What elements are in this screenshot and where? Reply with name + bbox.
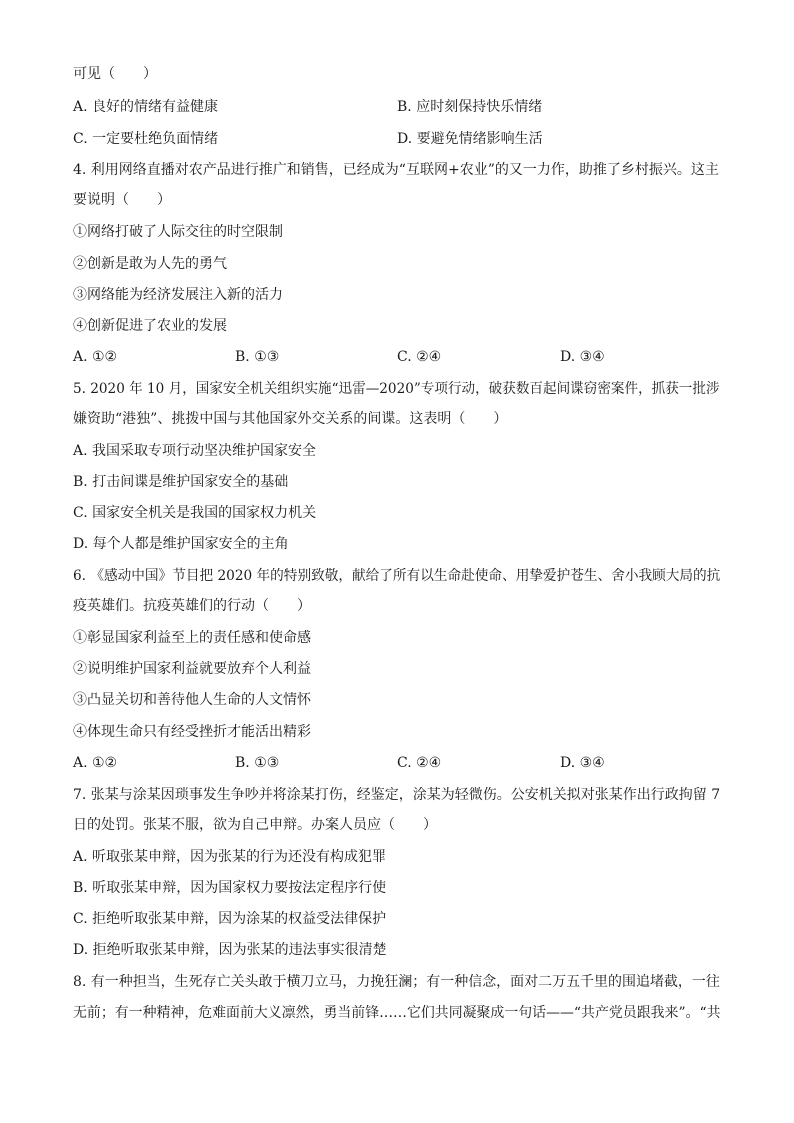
q4-item-2: ②创新是敢为人先的勇气: [73, 256, 227, 272]
q6-stem-line2: 疫英雄们。抗疫英雄们的行动（ ）: [73, 598, 311, 614]
q7-option-c: C. 拒绝听取张某申辩，因为涂某的权益受法律保护: [73, 911, 387, 927]
q6-item-4: ④体现生命只有经受挫折才能活出精彩: [73, 724, 311, 740]
q7-stem-line1: 7. 张某与涂某因琐事发生争吵并将涂某打伤，经鉴定，涂某为轻微伤。公安机关拟对张某作出行政拘留 7: [73, 787, 721, 803]
q4-item-1: ①网络打破了人际交往的时空限制: [73, 224, 283, 240]
q4-option-b: B. ①③: [235, 349, 280, 365]
q3-option-b: B. 应时刻保持快乐情绪: [397, 99, 543, 115]
q7-option-d: D. 拒绝听取张某申辩，因为张某的违法事实很清楚: [73, 942, 387, 958]
q3-stem-end: 可见（ ）: [73, 66, 157, 82]
q8-stem-line2: 无前；有一种精神，危难面前大义凛然，勇当前锋……它们共同凝聚成一句话——“共产党员跟我来”。“共: [73, 1005, 721, 1021]
q4-option-c: C. ②④: [397, 349, 442, 365]
q4-stem-line1: 4. 利用网络直播对农产品进行推广和销售，已经成为“互联网+农业”的又一力作，助推了乡村振兴。这主: [73, 162, 719, 178]
q5-option-b: B. 打击间谍是维护国家安全的基础: [73, 474, 289, 490]
q4-option-d: D. ③④: [560, 349, 605, 365]
q3-option-a: A. 良好的情绪有益健康: [73, 99, 219, 115]
q4-option-a: A. ①②: [73, 349, 118, 365]
q6-stem-line1: 6. 《感动中国》节目把 2020 年的特别致敬，献给了所有以生命赴使命、用挚爱护苍生、舍小我顾大局的抗: [73, 568, 721, 584]
q6-item-3: ③凸显关切和善待他人生命的人文情怀: [73, 692, 311, 708]
q4-item-3: ③网络能为经济发展注入新的活力: [73, 287, 283, 303]
q6-option-d: D. ③④: [560, 755, 605, 771]
q6-item-1: ①彰显国家利益至上的责任感和使命感: [73, 630, 311, 646]
q4-item-4: ④创新促进了农业的发展: [73, 318, 227, 334]
q5-stem-line1: 5. 2020 年 10 月，国家安全机关组织实施“迅雷—2020”专项行动，破获数百起间谍窃密案件，抓获一批涉: [73, 381, 720, 397]
q7-option-a: A. 听取张某申辩，因为张某的行为还没有构成犯罪: [73, 849, 387, 865]
q5-stem-line2: 嫌资助“港独”、挑拨中国与其他国家外交关系的间谍。这表明（ ）: [73, 411, 508, 427]
q4-stem-line2: 要说明（ ）: [73, 192, 171, 208]
q6-item-2: ②说明维护国家利益就要放弃个人利益: [73, 661, 311, 677]
q3-option-d: D. 要避免情绪影响生活: [397, 131, 543, 147]
q7-option-b: B. 听取张某申辩，因为国家权力要按法定程序行使: [73, 880, 387, 896]
q6-option-b: B. ①③: [235, 755, 280, 771]
q5-option-a: A. 我国采取专项行动坚决维护国家安全: [73, 443, 317, 459]
q5-option-d: D. 每个人都是维护国家安全的主角: [73, 536, 289, 552]
q6-option-a: A. ①②: [73, 755, 118, 771]
q7-stem-line2: 日的处罚。张某不服，欲为自己申辩。办案人员应（ ）: [73, 817, 437, 833]
q3-option-c: C. 一定要杜绝负面情绪: [73, 131, 219, 147]
q6-option-c: C. ②④: [397, 755, 442, 771]
q5-option-c: C. 国家安全机关是我国的国家权力机关: [73, 505, 317, 521]
q8-stem-line1: 8. 有一种担当，生死存亡关头敢于横刀立马，力挽狂澜；有一种信念，面对二万五千里的围追堵截，一往: [73, 974, 720, 990]
